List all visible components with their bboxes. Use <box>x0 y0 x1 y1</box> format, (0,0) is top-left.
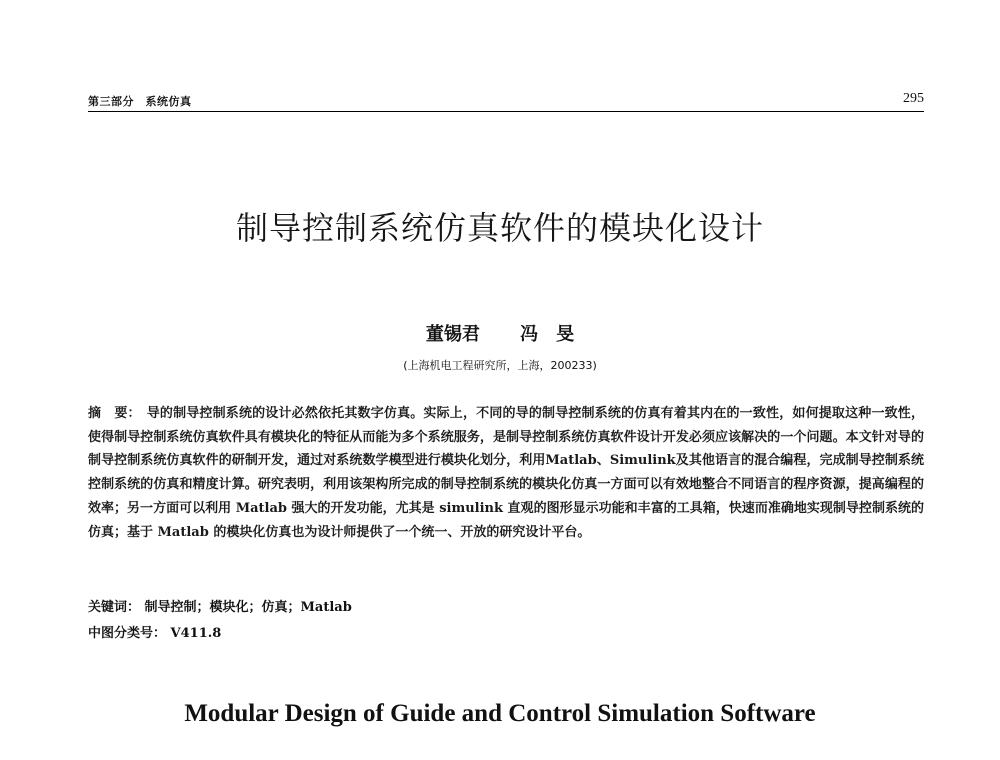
keywords-text: 制导控制；模块化；仿真；Matlab <box>144 600 352 615</box>
author-name: 董锡君 <box>425 324 480 345</box>
author-list-cn <box>0 320 1000 346</box>
classification-text: V411.8 <box>170 626 222 641</box>
abstract-text: 导的制导控制系统的设计必然依托其数字仿真。实际上，不同的导的制导控制系统的仿真有着其内在的一致性，如何提取这种一致性，使得制导控制系统仿真软件具有模块化的特征从而能为多个系统服务，是制导控制系统仿真软件设计开发必须应该解决的一个问题。本文针对导的制导控制系统仿真软件的研制开发，通过对系统数学模型进行模块化划分，利用Matlab、Simulink及其他语言的混合编程，完成制导控制系统控制系统的仿真和精度计算。研究表明，利用该架构所完成的制导控制系统的模块化仿真一方面可以有效地整合不同语言的程序资源，提高编程的效率；另一方面可以利用 Matlab 强大的开发功能，尤其是 simulink 直观的图形显示功能和丰富的工具箱，快速而准确地实现制导控制系统的仿真；基于 Matlab 的模块化仿真也为设计师提供了一个统一、开放的研究设计平台。 <box>88 406 924 540</box>
running-head <box>88 91 924 112</box>
keywords-cn <box>88 596 924 615</box>
paper-title-en: Modular Design of Guide and Control Simulation Software <box>184 700 816 727</box>
paper-title-cn: 制导控制系统仿真软件的模块化设计 <box>235 209 764 247</box>
section-label: 第三部分 系统仿真 <box>88 95 192 108</box>
keywords-label: 关键词： <box>88 600 141 615</box>
classification-label: 中图分类号： <box>88 626 167 641</box>
classification-cn <box>88 622 924 641</box>
page-number: 295 <box>903 91 924 106</box>
abstract-cn <box>88 402 924 544</box>
affiliation-cn: (上海机电工程研究所，上海，200233) <box>403 359 597 372</box>
author-name: 冯 旻 <box>520 324 575 345</box>
abstract-label: 摘 要： <box>88 406 141 421</box>
